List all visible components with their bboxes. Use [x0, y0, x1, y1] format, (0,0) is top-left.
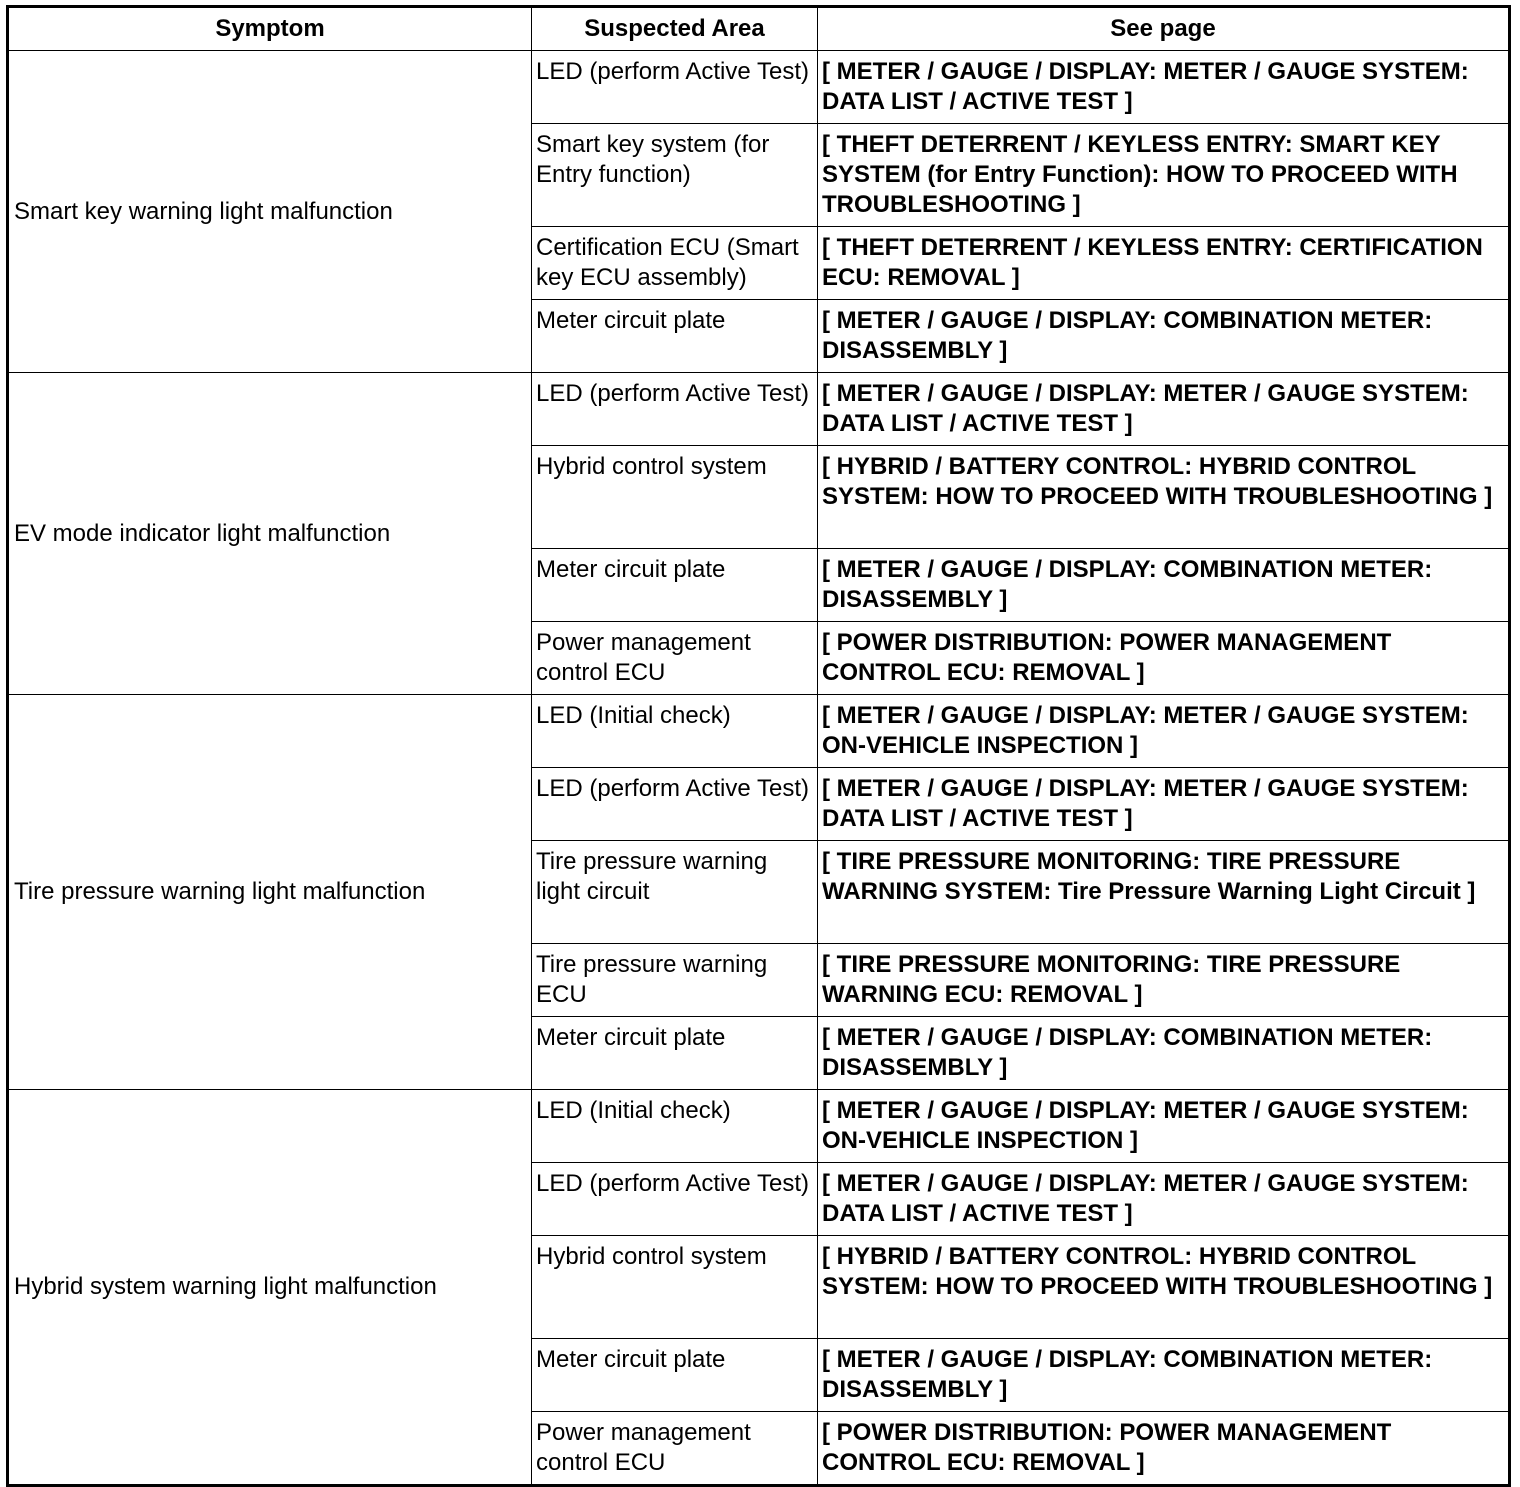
suspected-area-cell: Meter circuit plate: [532, 549, 818, 622]
table-row: [8, 51, 1510, 124]
see-page-link[interactable]: [ METER / GAUGE / DISPLAY: METER / GAUGE SYSTEM: ON-VEHICLE INSPECTION ]: [818, 1090, 1510, 1163]
suspected-area-cell: Hybrid control system: [532, 1236, 818, 1339]
see-page-link[interactable]: [ HYBRID / BATTERY CONTROL: HYBRID CONTROL SYSTEM: HOW TO PROCEED WITH TROUBLESHOOTING ]: [818, 1236, 1510, 1339]
see-page-link[interactable]: [ POWER DISTRIBUTION: POWER MANAGEMENT CONTROL ECU: REMOVAL ]: [818, 1412, 1510, 1486]
table-row: [8, 695, 1510, 768]
suspected-area-cell: LED (Initial check): [532, 1090, 818, 1163]
problem-symptoms-table: [6, 5, 1511, 1487]
suspected-area-cell: LED (perform Active Test): [532, 51, 818, 124]
see-page-link[interactable]: [ METER / GAUGE / DISPLAY: COMBINATION METER: DISASSEMBLY ]: [818, 1017, 1510, 1090]
header-symptom: Symptom: [8, 7, 532, 51]
table-row: [8, 1090, 1510, 1163]
suspected-area-cell: Tire pressure warning ECU: [532, 944, 818, 1017]
see-page-link[interactable]: [ HYBRID / BATTERY CONTROL: HYBRID CONTROL SYSTEM: HOW TO PROCEED WITH TROUBLESHOOTING ]: [818, 446, 1510, 549]
header-suspected-area: Suspected Area: [532, 7, 818, 51]
see-page-link[interactable]: [ METER / GAUGE / DISPLAY: METER / GAUGE SYSTEM: ON-VEHICLE INSPECTION ]: [818, 695, 1510, 768]
header-see-page: See page: [818, 7, 1510, 51]
suspected-area-cell: Power management control ECU: [532, 622, 818, 695]
symptom-cell: Tire pressure warning light malfunction: [8, 695, 532, 1090]
suspected-area-cell: LED (perform Active Test): [532, 1163, 818, 1236]
see-page-link[interactable]: [ METER / GAUGE / DISPLAY: METER / GAUGE SYSTEM: DATA LIST / ACTIVE TEST ]: [818, 1163, 1510, 1236]
see-page-link[interactable]: [ METER / GAUGE / DISPLAY: METER / GAUGE SYSTEM: DATA LIST / ACTIVE TEST ]: [818, 51, 1510, 124]
suspected-area-cell: Meter circuit plate: [532, 1339, 818, 1412]
header-row: [8, 7, 1510, 51]
suspected-area-cell: Certification ECU (Smart key ECU assembly): [532, 227, 818, 300]
suspected-area-cell: LED (perform Active Test): [532, 768, 818, 841]
suspected-area-cell: Smart key system (for Entry function): [532, 124, 818, 227]
see-page-link[interactable]: [ POWER DISTRIBUTION: POWER MANAGEMENT CONTROL ECU: REMOVAL ]: [818, 622, 1510, 695]
see-page-link[interactable]: [ METER / GAUGE / DISPLAY: COMBINATION METER: DISASSEMBLY ]: [818, 549, 1510, 622]
see-page-link[interactable]: [ TIRE PRESSURE MONITORING: TIRE PRESSURE WARNING SYSTEM: Tire Pressure Warning Light Circuit ]: [818, 841, 1510, 944]
suspected-area-cell: LED (perform Active Test): [532, 373, 818, 446]
symptom-cell: EV mode indicator light malfunction: [8, 373, 532, 695]
suspected-area-cell: Meter circuit plate: [532, 1017, 818, 1090]
suspected-area-cell: Hybrid control system: [532, 446, 818, 549]
see-page-link[interactable]: [ THEFT DETERRENT / KEYLESS ENTRY: SMART KEY SYSTEM (for Entry Function): HOW TO PROCEED WITH TROUBLESHOOTING ]: [818, 124, 1510, 227]
suspected-area-cell: Tire pressure warning light circuit: [532, 841, 818, 944]
suspected-area-cell: Meter circuit plate: [532, 300, 818, 373]
see-page-link[interactable]: [ METER / GAUGE / DISPLAY: METER / GAUGE SYSTEM: DATA LIST / ACTIVE TEST ]: [818, 768, 1510, 841]
suspected-area-cell: LED (Initial check): [532, 695, 818, 768]
symptom-cell: Hybrid system warning light malfunction: [8, 1090, 532, 1486]
see-page-link[interactable]: [ METER / GAUGE / DISPLAY: METER / GAUGE SYSTEM: DATA LIST / ACTIVE TEST ]: [818, 373, 1510, 446]
see-page-link[interactable]: [ THEFT DETERRENT / KEYLESS ENTRY: CERTIFICATION ECU: REMOVAL ]: [818, 227, 1510, 300]
see-page-link[interactable]: [ METER / GAUGE / DISPLAY: COMBINATION METER: DISASSEMBLY ]: [818, 1339, 1510, 1412]
see-page-link[interactable]: [ METER / GAUGE / DISPLAY: COMBINATION METER: DISASSEMBLY ]: [818, 300, 1510, 373]
suspected-area-cell: Power management control ECU: [532, 1412, 818, 1486]
see-page-link[interactable]: [ TIRE PRESSURE MONITORING: TIRE PRESSURE WARNING ECU: REMOVAL ]: [818, 944, 1510, 1017]
table-row: [8, 373, 1510, 446]
symptom-cell: Smart key warning light malfunction: [8, 51, 532, 373]
